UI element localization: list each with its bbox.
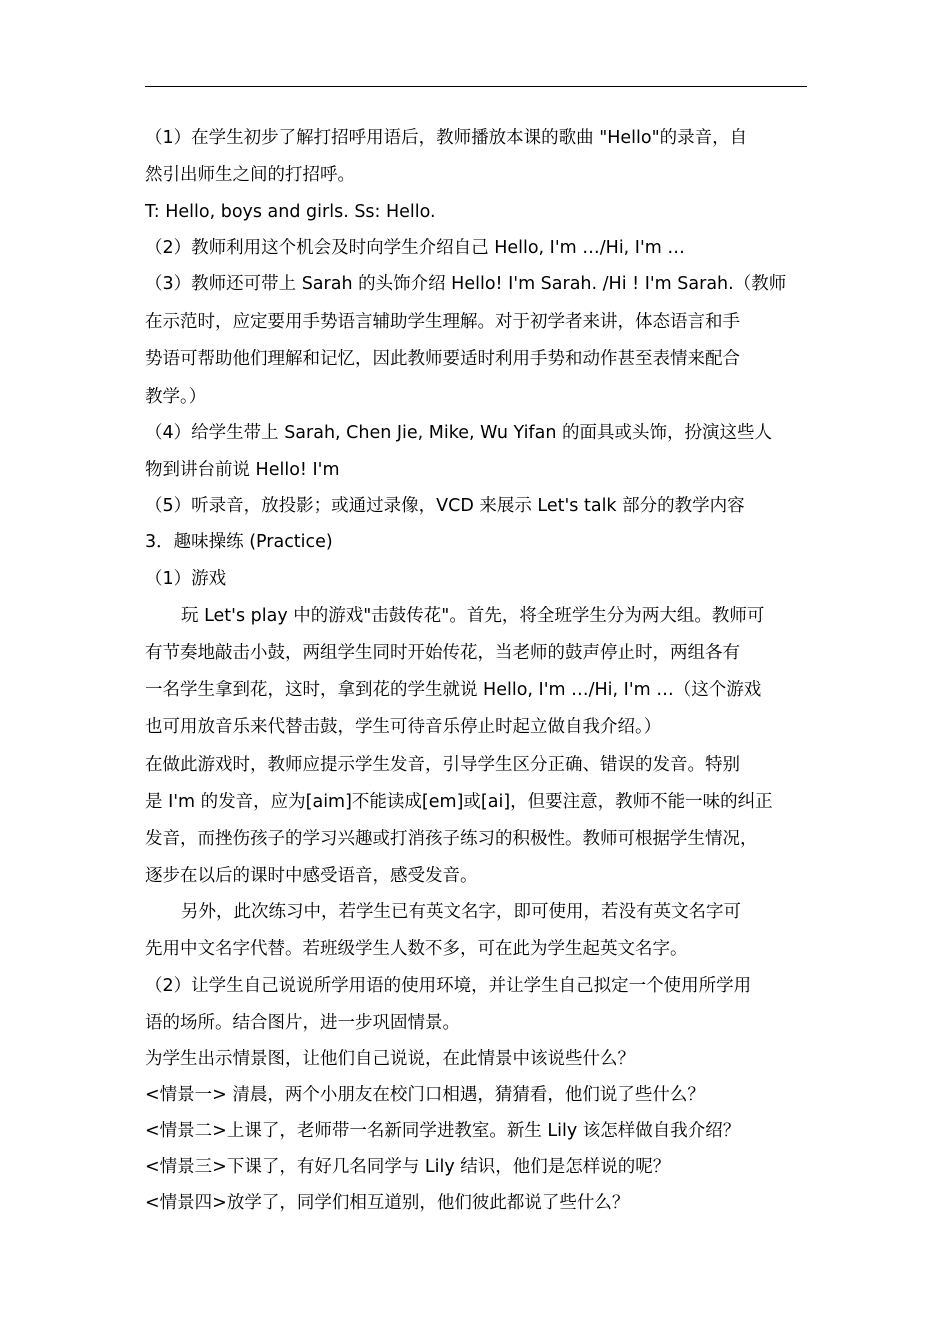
text-line: （4）给学生带上 Sarah, Chen Jie, Mike, Wu Yifan 的面具或头饰，扮演这些人 — [145, 423, 772, 443]
text-line: 是 I'm 的发音，应为[aim]不能读成[em]或[ai]，但要注意，教师不能一味的纠正 — [145, 792, 773, 812]
text-line: 逐步在以后的课时中感受语音，感受发音。 — [145, 866, 478, 886]
text-line: 先用中文名字代替。若班级学生人数不多，可在此为学生起英文名字。 — [145, 939, 688, 959]
text-line: <情景四>放学了，同学们相互道别，他们彼此都说了些什么？ — [145, 1193, 630, 1213]
text-line: <情景三>下课了，有好几名同学与 Lily 结识，他们是怎样说的呢？ — [145, 1157, 671, 1177]
text-line: 势语可帮助他们理解和记忆，因此教师要适时利用手势和动作甚至表情来配合 — [145, 349, 740, 369]
text-line: <情景二>上课了，老师带一名新同学进教室。新生 Lily 该怎样做自我介绍？ — [145, 1121, 741, 1141]
text-line: 在做此游戏时，教师应提示学生发音，引导学生区分正确、错误的发音。特别 — [145, 755, 740, 775]
text-line: 一名学生拿到花，这时，拿到花的学生就说 Hello, I'm …/Hi, I'm …（这个游戏 — [145, 680, 762, 700]
text-line: 教学。） — [145, 387, 207, 407]
text-line: 另外，此次练习中，若学生已有英文名字，即可使用，若没有英文名字可 — [181, 902, 741, 922]
header-rule — [145, 86, 807, 87]
text-line: 发音，而挫伤孩子的学习兴趣或打消孩子练习的积极性。教师可根据学生情况， — [145, 829, 758, 849]
text-line: 语的场所。结合图片，进一步巩固情景。 — [145, 1013, 460, 1033]
text-line: 在示范时，应定要用手势语言辅助学生理解。对于初学者来讲，体态语言和手 — [145, 312, 740, 332]
text-line: （5）听录音，放投影；或通过录像，VCD 来展示 Let's talk 部分的教学内容 — [145, 496, 745, 516]
text-line: （2）教师利用这个机会及时向学生介绍自己 Hello, I'm …/Hi, I'm … — [145, 238, 685, 258]
text-line: 然引出师生之间的打招呼。 — [145, 165, 355, 185]
text-line: （2）让学生自己说说所学用语的使用环境，并让学生自己拟定一个使用所学用 — [145, 976, 752, 996]
text-line: （3）教师还可带上 Sarah 的头饰介绍 Hello! I'm Sarah. /Hi ! I'm Sarah.（教师 — [145, 274, 787, 294]
text-line: 为学生出示情景图，让他们自己说说，在此情景中该说些什么？ — [145, 1049, 635, 1069]
text-line: 物到讲台前说 Hello! I'm — [145, 460, 340, 480]
text-line: 有节奏地敲击小鼓，两组学生同时开始传花，当老师的鼓声停止时，两组各有 — [145, 643, 740, 663]
text-line: 也可用放音乐来代替击鼓，学生可待音乐停止时起立做自我介绍。） — [145, 717, 662, 737]
text-line: T: Hello, boys and girls. Ss: Hello. — [145, 202, 436, 222]
section-heading: 3．趣味操练 (Practice) — [145, 532, 333, 552]
text-line: <情景一> 清晨，两个小朋友在校门口相遇，猜猜看，他们说了些什么？ — [145, 1085, 705, 1105]
text-line: （1）在学生初步了解打招呼用语后，教师播放本课的歌曲 "Hello"的录音，自 — [145, 128, 748, 148]
text-line: （1）游戏 — [145, 569, 227, 589]
text-line: 玩 Let's play 中的游戏"击鼓传花"。首先，将全班学生分为两大组。教师可 — [181, 606, 765, 626]
